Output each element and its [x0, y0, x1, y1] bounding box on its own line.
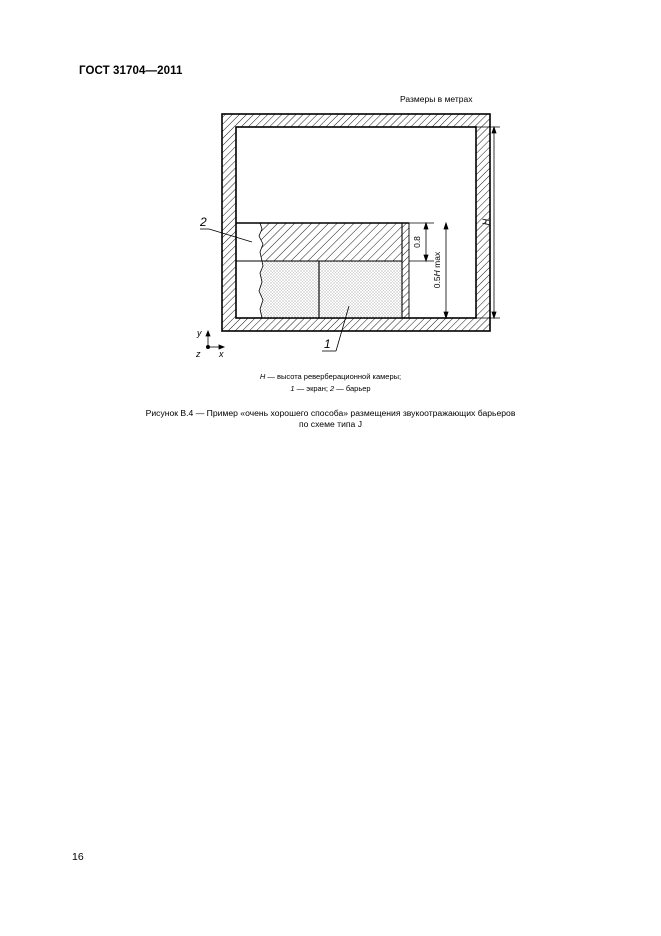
axis-z-label: z: [196, 349, 201, 359]
figure-caption-line-2: по схеме типа J: [298, 419, 363, 429]
legend-barrier-num: 2: [330, 384, 335, 393]
label-screen-height-suffix: max: [432, 251, 442, 271]
coordinate-axes: [206, 331, 224, 349]
label-chamber-height: H: [481, 218, 491, 226]
label-barrier-height: 0.8: [412, 236, 422, 248]
axis-x-label: x: [219, 349, 224, 359]
label-screen-height-var: H: [432, 270, 442, 277]
legend-barrier-text: — барьер: [334, 384, 371, 393]
legend-height-var: H: [259, 372, 266, 381]
callout-barrier-label: 2: [200, 215, 207, 229]
label-screen-height: [432, 251, 442, 288]
callout-screen-label: 1: [324, 337, 331, 351]
page-number: 16: [72, 851, 84, 863]
figure-legend-line-2: [0, 384, 661, 393]
legend-screen-num: 1: [290, 384, 295, 393]
axis-y-label: y: [197, 328, 202, 338]
figure-caption-line-1: Рисунок В.4 — Пример «очень хорошего способа» размещения звукоотражающих барьеров: [145, 408, 516, 418]
legend-height-text: — высота реверберационной камеры;: [265, 372, 402, 381]
document-header: ГОСТ 31704—2011: [79, 65, 183, 77]
screen-blocks: [259, 261, 402, 318]
side-strip: [402, 223, 409, 318]
units-note: Размеры в метрах: [400, 94, 473, 104]
label-screen-height-prefix: 0.5: [432, 276, 442, 289]
figure-legend-line-1: [0, 372, 661, 381]
chamber-figure: [0, 0, 661, 400]
legend-screen-text: — экран;: [294, 384, 331, 393]
